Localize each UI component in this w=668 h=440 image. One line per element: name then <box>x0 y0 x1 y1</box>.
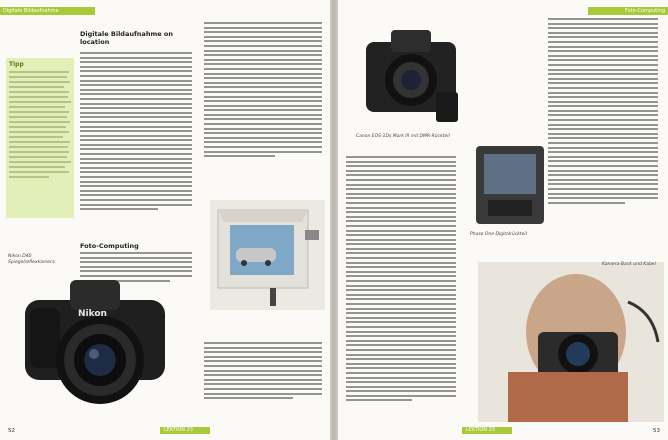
text-column-b2 <box>204 342 322 402</box>
nikon-camera-photo <box>20 270 170 415</box>
heading-foto-computing: Foto-Computing <box>80 242 139 250</box>
left-page-number: 52 <box>8 428 15 434</box>
right-page <box>338 0 668 440</box>
camera-caption: Nikon D40 Spiegelreflexkamera <box>8 254 55 265</box>
text-column-d <box>548 18 658 206</box>
tip-box <box>6 58 74 218</box>
studio-setup-photo <box>210 200 325 310</box>
text-column-a <box>80 52 192 213</box>
camera-brand-label: Nikon <box>78 309 107 319</box>
photographer-caption: Kamera-Back und Kabel <box>602 262 656 267</box>
gutter <box>330 0 338 440</box>
canon-camera-photo <box>356 22 466 132</box>
right-lesson-tag: LEKTION 23 <box>462 427 512 434</box>
canon-caption: Canon EOS-1Ds Mark III mit DMR-Rückteil <box>356 134 450 139</box>
right-page-number: 53 <box>653 428 660 434</box>
tip-title: Tipp <box>9 61 24 68</box>
photographer-photo <box>478 262 664 422</box>
heading-on-location: Digitale Bildaufnahme on location <box>80 30 173 46</box>
digital-back-caption: Phase One Digitalrückteil <box>470 232 527 237</box>
left-running-head: Digitale Bildaufnahme <box>0 7 95 15</box>
text-column-c <box>346 156 456 404</box>
digital-back-photo <box>470 140 550 230</box>
text-column-b <box>204 22 322 160</box>
right-running-head: Foto-Computing <box>588 7 668 15</box>
left-lesson-tag: LEKTION 23 <box>160 427 210 434</box>
left-page <box>0 0 330 440</box>
